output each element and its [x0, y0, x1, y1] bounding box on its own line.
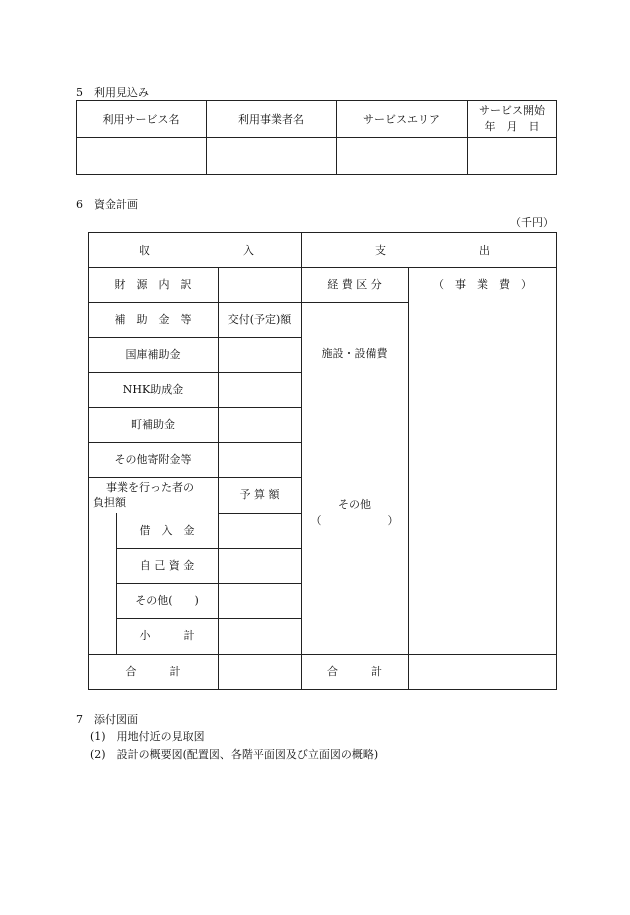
- income-header-right: 入: [243, 244, 254, 257]
- funding-table-line: [88, 267, 557, 268]
- other-expense-blank: （ ）: [310, 514, 399, 527]
- funding-table-center-line: [301, 232, 302, 690]
- funding-table-line: [218, 302, 219, 477]
- expense-header-left: 支: [375, 244, 386, 257]
- attachment-item-2: (2) 設計の概要図(配置図、各階平面図及び立面図の概略): [90, 748, 379, 761]
- expense-header-right: 出: [479, 244, 490, 257]
- budget-amount-label: 予 算 額: [239, 488, 280, 501]
- grant-amount-label: 交付(予定)額: [227, 313, 292, 326]
- funding-table-line: [88, 654, 557, 655]
- subtotal-label: 小 計: [139, 629, 195, 642]
- funding-table-line: [88, 337, 301, 338]
- operator-burden-label-line1: 事業を行った者の: [106, 481, 194, 494]
- attachment-item-1: (1) 用地付近の見取図: [90, 730, 205, 743]
- funding-table-line: [88, 407, 301, 408]
- col-operator-name: 利用事業者名: [238, 113, 304, 126]
- col-service-name: 利用サービス名: [102, 113, 180, 126]
- other-donations-label: その他寄附金等: [114, 453, 192, 466]
- total-right-label: 合 計: [327, 665, 382, 678]
- usage-table-col-divider: [206, 100, 207, 175]
- section6-heading: 6 資金計画: [76, 198, 138, 211]
- col-service-area: サービスエリア: [363, 113, 440, 126]
- funding-table-line: [408, 267, 409, 690]
- funding-table-line: [218, 513, 301, 514]
- funding-table-line: [88, 442, 301, 443]
- funding-table-line: [88, 302, 408, 303]
- unit-label: （千円）: [510, 216, 554, 229]
- usage-table-col-divider: [336, 100, 337, 175]
- national-subsidy-label: 国庫補助金: [125, 348, 181, 361]
- funding-table-line: [116, 548, 301, 549]
- facility-cost-label: 施設・設備費: [321, 347, 388, 360]
- nhk-grant-label: NHK助成金: [122, 383, 184, 396]
- section5-heading: 5 利用見込み: [76, 86, 149, 99]
- funding-table-line: [88, 372, 301, 373]
- other-paren-label: その他( ): [135, 594, 199, 607]
- funding-table-line: [88, 477, 301, 478]
- funding-table-line: [218, 267, 219, 302]
- funding-table-line: [218, 477, 219, 690]
- other-expense-label: その他: [338, 498, 371, 511]
- project-cost-label: （ 事 業 費 ）: [433, 278, 532, 291]
- section7-heading: 7 添付図面: [76, 713, 138, 726]
- source-breakdown-label: 財 源 内 訳: [114, 278, 192, 291]
- total-left-label: 合 計: [125, 665, 181, 678]
- expense-category-label: 経 費 区 分: [327, 278, 382, 291]
- funding-table-line: [116, 618, 301, 619]
- town-subsidy-label: 町補助金: [131, 418, 175, 431]
- own-funds-label: 自 己 資 金: [139, 559, 195, 572]
- usage-table-row-divider: [76, 137, 557, 138]
- operator-burden-label-line2: 負担額: [93, 496, 126, 509]
- col-start-date-format: 年 月 日: [484, 120, 540, 133]
- subsidy-label: 補 助 金 等: [114, 313, 192, 326]
- loans-label: 借 入 金: [139, 524, 195, 537]
- funding-table-line: [116, 583, 301, 584]
- income-header-left: 収: [139, 244, 150, 257]
- col-start-date-title: サービス開始: [479, 104, 545, 117]
